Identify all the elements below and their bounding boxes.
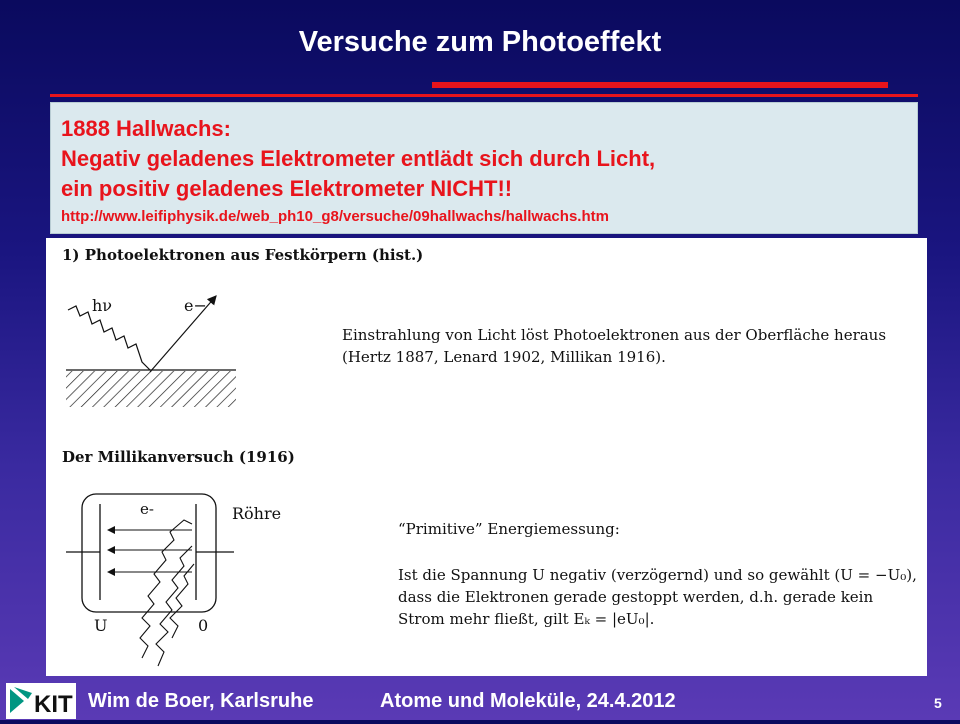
infobox-line-3: ein positiv geladenes Elektrometer NICHT!! [61,176,513,201]
section2-heading: Der Millikanversuch (1916) [62,448,295,466]
millikan-tube-diagram [66,494,234,666]
title-underline-secondary [50,94,918,97]
page-number: 5 [934,695,942,711]
primitive-measurement-text: “Primitive” Energiemessung: [398,520,620,538]
kit-logo [6,683,76,719]
section1-heading: 1) Photoelektronen aus Festkörpern (hist.) [62,246,424,264]
infobox-line-1: 1888 Hallwachs: [61,116,231,141]
light-wave-2 [156,546,192,666]
solid-hatching [66,371,236,407]
leifiphysik-link[interactable]: http://www.leifiphysik.de/web_ph10_g8/versuche/09hallwachs/hallwachs.htm [61,208,609,225]
light-wave-3 [170,564,194,638]
section1-text: Einstrahlung von Licht löst Photoelektronen aus der Oberfläche heraus (Hertz 1887, Lenard 1902, Millikan 1916). [342,326,887,366]
photon-wave-path [68,306,150,370]
infobox-line-2: Negativ geladenes Elektrometer entlädt sich durch Licht, [61,146,656,171]
zero-label: 0 [198,616,209,635]
section2-text: Ist die Spannung U negativ (verzögernd) und so gewählt (U = −U₀), dass die Elektronen gerade gestoppt werden, d.h. gerade kein Strom mehr fließt, gilt Eₖ = |eU₀|. [398,566,917,628]
scanned-text-figure [46,238,927,676]
kit-logo-text: KIT [34,691,73,718]
footer-topic: Atome und Moleküle, 24.4.2012 [380,690,676,712]
title-underline [432,82,888,88]
slide-title: Versuche zum Photoeffekt [298,26,662,58]
tube-electron-label: e- [140,500,154,518]
electron-label: e− [184,296,207,315]
voltage-label: U [94,616,108,635]
tube-label: Röhre [232,504,282,523]
photon-label: hν [92,296,113,315]
footer-author: Wim de Boer, Karlsruhe [88,690,314,712]
kit-logo-icon [6,683,76,719]
hallwachs-infobox [50,102,918,234]
